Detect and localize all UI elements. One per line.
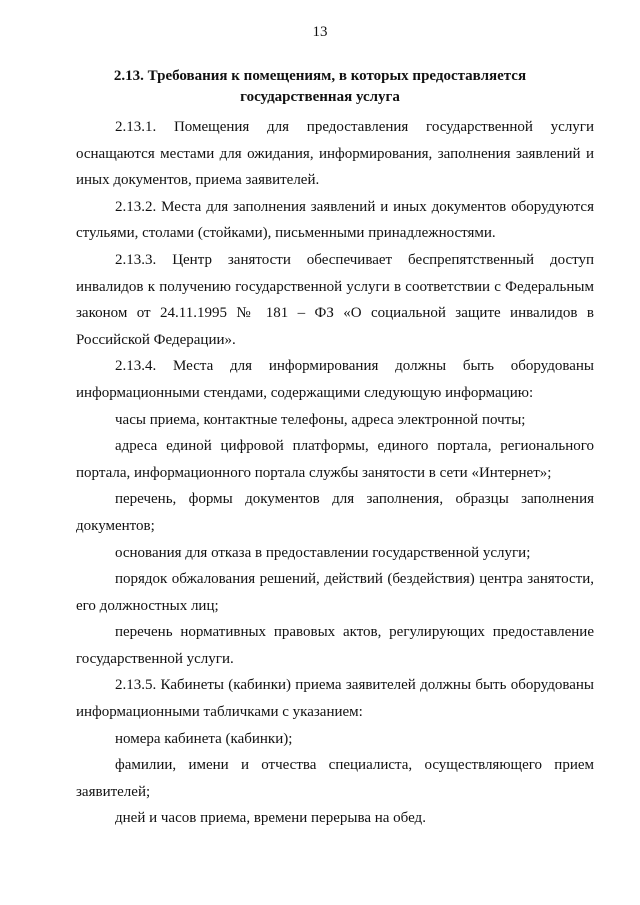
- list-item-refusal-grounds: основания для отказа в предоставлении государственной услуги;: [115, 544, 531, 561]
- list-item-reception-hours: дней и часов приема, времени перерыва на обед.: [115, 810, 426, 827]
- list-item-hours-contacts: часы приема, контактные телефоны, адреса электронной почты;: [115, 411, 526, 428]
- paragraph-2-13-4: 2.13.4. Места для информирования должны быть оборудованы информационными стендами, содержащими следующую информацию:: [76, 358, 594, 401]
- section-heading: [90, 66, 550, 108]
- list-item-appeal-procedure: порядок обжалования решений, действий (бездействия) центра занятости, его должностных лиц;: [76, 571, 594, 614]
- list-item-cabinet-number: номера кабинета (кабинки);: [115, 730, 293, 747]
- list-item-specialist-name: фамилии, имени и отчества специалиста, осуществляющего прием заявителей;: [76, 757, 594, 800]
- paragraph-2-13-2: 2.13.2. Места для заполнения заявлений и иных документов оборудуются стульями, столами (стойками), письменными принадлежностями.: [76, 198, 594, 242]
- paragraph-2-13-5: 2.13.5. Кабинеты (кабинки) приема заявителей должны быть оборудованы информационными табличками с указанием:: [76, 677, 594, 721]
- paragraph-2-13-1: 2.13.1. Помещения для предоставления государственной услуги оснащаются местами для ожидания, информирования, заполнения заявлений и иных документов, приема заявителей.: [76, 119, 594, 189]
- section-heading-line-2: государственная услуга: [240, 89, 400, 105]
- paragraph-2-13-3: 2.13.3. Центр занятости обеспечивает беспрепятственный доступ инвалидов к получению государственной услуги в соответствии с Федеральным законом от 24.11.1995 № 181 – ФЗ «О социальной защите инвалидов в Российской Федерации».: [76, 251, 594, 348]
- page-number: 13: [312, 24, 328, 40]
- document-body: [76, 114, 594, 832]
- list-item-legal-acts: перечень нормативных правовых актов, регулирующих предоставление государственной услуги.: [76, 624, 594, 667]
- section-heading-line-1: 2.13. Требования к помещениям, в которых предоставляется: [113, 68, 527, 84]
- list-item-document-forms: перечень, формы документов для заполнения, образцы заполнения документов;: [76, 491, 594, 534]
- list-item-portal-addresses: адреса единой цифровой платформы, единого портала, регионального портала, информационного портала службы занятости в сети «Интернет»;: [76, 438, 594, 481]
